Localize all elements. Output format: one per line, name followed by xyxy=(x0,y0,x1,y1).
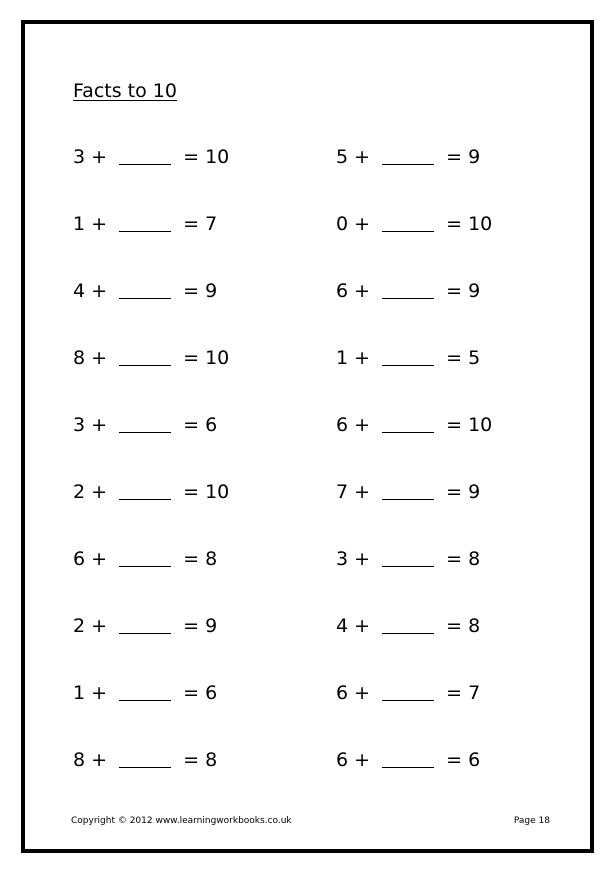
addend: 2 xyxy=(73,615,86,637)
sum: 6 xyxy=(205,414,218,436)
problem-right: 3 + = 8 xyxy=(336,548,481,570)
addend: 5 xyxy=(336,146,349,168)
problem-left: 2 + = 10 xyxy=(73,481,230,503)
problem-row xyxy=(25,477,590,507)
sum: 8 xyxy=(205,548,218,570)
addend: 2 xyxy=(73,481,86,503)
problem-row xyxy=(25,745,590,775)
problem-row xyxy=(25,276,590,306)
problem-left: 1 + = 7 xyxy=(73,213,218,235)
sum: 9 xyxy=(468,481,481,503)
problem-row xyxy=(25,410,590,440)
problem-left: 6 + = 8 xyxy=(73,548,218,570)
answer-blank xyxy=(382,565,434,567)
answer-blank xyxy=(119,766,171,768)
addend: 6 xyxy=(336,414,349,436)
sum: 8 xyxy=(205,749,218,771)
sum: 9 xyxy=(205,615,218,637)
problem-right: 7 + = 9 xyxy=(336,481,481,503)
problem-row xyxy=(25,678,590,708)
page-number: Page 18 xyxy=(513,816,550,826)
answer-blank xyxy=(119,699,171,701)
addend: 6 xyxy=(336,280,349,302)
answer-blank xyxy=(382,431,434,433)
problem-row xyxy=(25,142,590,172)
worksheet-page xyxy=(21,20,594,853)
addend: 6 xyxy=(336,749,349,771)
copyright-notice: Copyright © 2012 www.learningworkbooks.co.uk xyxy=(71,816,292,826)
sum: 9 xyxy=(468,146,481,168)
addend: 1 xyxy=(73,682,86,704)
addend: 6 xyxy=(336,682,349,704)
problem-row xyxy=(25,343,590,373)
addend: 4 xyxy=(73,280,86,302)
addend: 3 xyxy=(73,146,86,168)
problem-right: 1 + = 5 xyxy=(336,347,481,369)
addend: 1 xyxy=(336,347,349,369)
sum: 7 xyxy=(205,213,218,235)
sum: 10 xyxy=(205,347,230,369)
problem-left: 3 + = 6 xyxy=(73,414,218,436)
addend: 6 xyxy=(73,548,86,570)
sum: 10 xyxy=(468,213,493,235)
answer-blank xyxy=(382,498,434,500)
answer-blank xyxy=(119,297,171,299)
addend: 8 xyxy=(73,347,86,369)
problem-left: 8 + = 10 xyxy=(73,347,230,369)
answer-blank xyxy=(382,699,434,701)
problem-left: 2 + = 9 xyxy=(73,615,218,637)
addend: 4 xyxy=(336,615,349,637)
sum: 6 xyxy=(205,682,218,704)
addend: 7 xyxy=(336,481,349,503)
addend: 8 xyxy=(73,749,86,771)
worksheet-title: Facts to 10 xyxy=(73,80,177,102)
addend: 3 xyxy=(73,414,86,436)
sum: 8 xyxy=(468,615,481,637)
answer-blank xyxy=(119,163,171,165)
answer-blank xyxy=(382,364,434,366)
answer-blank xyxy=(382,230,434,232)
problem-row xyxy=(25,611,590,641)
sum: 9 xyxy=(468,280,481,302)
problem-right: 6 + = 9 xyxy=(336,280,481,302)
sum: 7 xyxy=(468,682,481,704)
problem-right: 0 + = 10 xyxy=(336,213,493,235)
problem-row xyxy=(25,544,590,574)
answer-blank xyxy=(119,565,171,567)
sum: 10 xyxy=(205,481,230,503)
problem-left: 3 + = 10 xyxy=(73,146,230,168)
sum: 8 xyxy=(468,548,481,570)
addend: 3 xyxy=(336,548,349,570)
addend: 0 xyxy=(336,213,349,235)
sum: 6 xyxy=(468,749,481,771)
answer-blank xyxy=(119,632,171,634)
answer-blank xyxy=(119,364,171,366)
answer-blank xyxy=(382,632,434,634)
addend: 1 xyxy=(73,213,86,235)
sum: 10 xyxy=(468,414,493,436)
problem-left: 4 + = 9 xyxy=(73,280,218,302)
problem-right: 4 + = 8 xyxy=(336,615,481,637)
problem-left: 8 + = 8 xyxy=(73,749,218,771)
answer-blank xyxy=(382,766,434,768)
answer-blank xyxy=(119,431,171,433)
problem-right: 6 + = 7 xyxy=(336,682,481,704)
answer-blank xyxy=(382,297,434,299)
sum: 5 xyxy=(468,347,481,369)
problem-right: 6 + = 6 xyxy=(336,749,481,771)
answer-blank xyxy=(119,230,171,232)
answer-blank xyxy=(119,498,171,500)
problem-row xyxy=(25,209,590,239)
sum: 9 xyxy=(205,280,218,302)
answer-blank xyxy=(382,163,434,165)
sum: 10 xyxy=(205,146,230,168)
problem-right: 6 + = 10 xyxy=(336,414,493,436)
problem-left: 1 + = 6 xyxy=(73,682,218,704)
problem-right: 5 + = 9 xyxy=(336,146,481,168)
